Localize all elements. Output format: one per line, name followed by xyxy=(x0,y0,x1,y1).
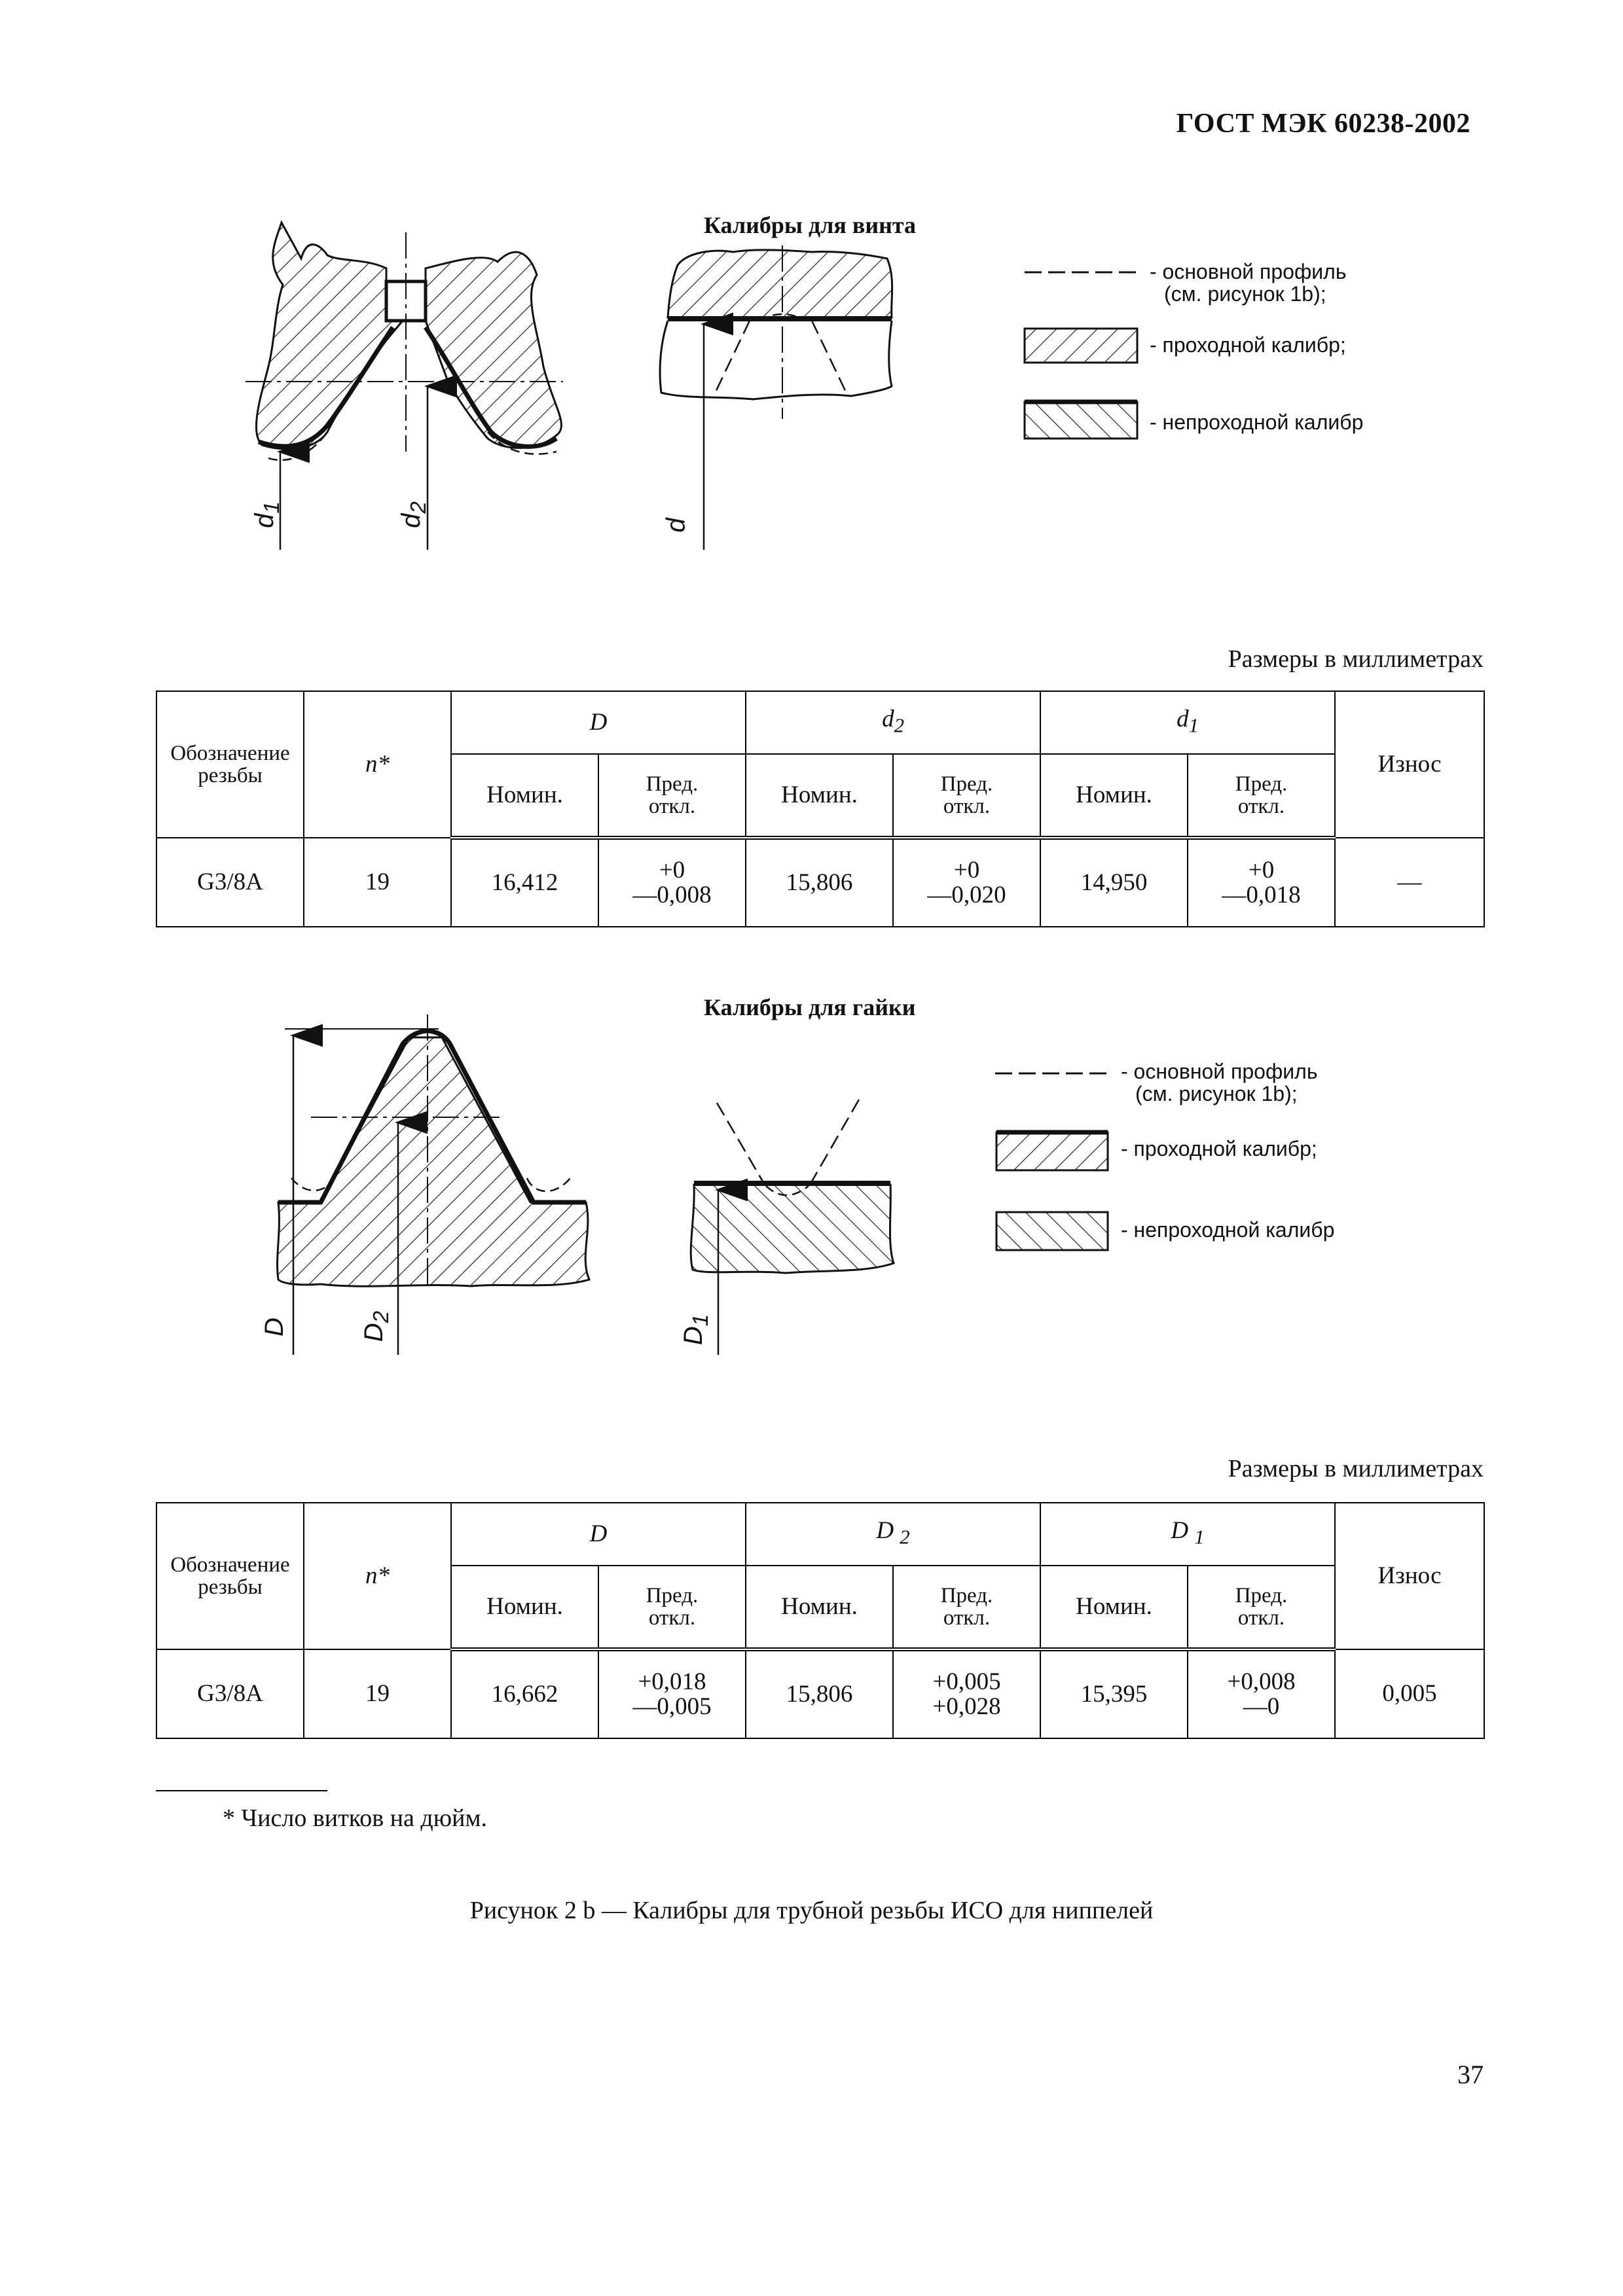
cell-D2-nominal: 15,806 xyxy=(746,1649,893,1738)
screw-gauge-section-middle xyxy=(660,245,892,550)
col-nominal: Номин. xyxy=(451,1566,598,1649)
nut-gauge-table xyxy=(156,1502,1485,1739)
footnote: * Число витков на дюйм. xyxy=(223,1804,488,1832)
cell-n: 19 xyxy=(304,1649,451,1738)
screw-gauge-section-left xyxy=(246,223,563,550)
screw-legend-basic-profile: - основной профиль (см. рисунок 1b); xyxy=(1150,260,1347,306)
cell-d2-nominal: 15,806 xyxy=(746,838,893,927)
col-nominal: Номин. xyxy=(1040,1566,1188,1649)
col-group-d1: $d_1$ xyxy=(1040,691,1335,754)
nut-figure-title: Калибры для гайки xyxy=(704,994,916,1020)
cell-D-nominal: 16,662 xyxy=(451,1649,598,1738)
col-group-d2: $d_2$ xyxy=(746,691,1040,754)
col-nominal: Номин. xyxy=(451,754,598,838)
cell-n: 19 xyxy=(304,838,451,927)
col-deviation: Пред. откл. xyxy=(1188,1566,1335,1649)
standard-header: ГОСТ МЭК 60238-2002 xyxy=(1176,109,1470,139)
go-gauge-hatch-icon xyxy=(1025,329,1137,363)
footnote-divider xyxy=(156,1790,327,1791)
screw-legend-go: - проходной калибр; xyxy=(1150,333,1346,357)
nut-legend-basic-profile: - основной профиль (см. рисунок 1b); xyxy=(1121,1060,1318,1105)
col-n: n* xyxy=(304,691,451,838)
label-D1: $D_1$ xyxy=(679,1314,714,1346)
label-D2: $D_2$ xyxy=(359,1310,394,1342)
cell-d1-nominal: 14,950 xyxy=(1040,838,1188,927)
cell-designation: G3/8A xyxy=(156,1649,304,1738)
col-nominal: Номин. xyxy=(746,754,893,838)
col-group-D1: D $_1$ xyxy=(1040,1503,1335,1566)
nut-legend-go: - проходной калибр; xyxy=(1121,1137,1317,1160)
col-designation: Обозначение резьбы xyxy=(156,691,304,838)
cell-d1-deviation: +0 —0,018 xyxy=(1188,838,1335,927)
col-wear: Износ xyxy=(1335,691,1484,838)
col-deviation: Пред. откл. xyxy=(893,754,1040,838)
cell-wear: — xyxy=(1335,838,1484,927)
cell-D2-deviation: +0,005 +0,028 xyxy=(893,1649,1040,1738)
nut-gauge-section-left xyxy=(278,1014,589,1355)
cell-designation: G3/8A xyxy=(156,838,304,927)
nut-gauge-section-middle xyxy=(691,1100,894,1355)
col-group-D: D xyxy=(451,691,746,754)
screw-units-note: Размеры в миллиметрах xyxy=(1228,645,1484,673)
col-nominal: Номин. xyxy=(746,1566,893,1649)
label-D: D xyxy=(259,1318,289,1336)
go-gauge-hatch-icon xyxy=(996,1132,1108,1170)
cell-d2-deviation: +0 —0,020 xyxy=(893,838,1040,927)
nogo-gauge-hatch-icon xyxy=(996,1212,1108,1250)
nut-legend-nogo: - непроходной калибр xyxy=(1121,1218,1335,1242)
col-nominal: Номин. xyxy=(1040,754,1188,838)
col-designation: Обозначение резьбы xyxy=(156,1503,304,1649)
col-deviation: Пред. откл. xyxy=(1188,754,1335,838)
screw-gauge-table xyxy=(156,691,1485,927)
col-group-D: D xyxy=(451,1503,746,1566)
table-row xyxy=(156,838,1484,927)
screw-legend-symbols xyxy=(1025,272,1137,439)
screw-figure-title: Калибры для винта xyxy=(704,212,916,238)
label-d1: $d_1$ xyxy=(249,501,284,528)
cell-D-deviation: +0 —0,008 xyxy=(598,838,746,927)
nogo-gauge-hatch-icon xyxy=(1025,402,1137,439)
cell-wear: 0,005 xyxy=(1335,1649,1484,1738)
col-deviation: Пред. откл. xyxy=(893,1566,1040,1649)
screw-legend-nogo: - непроходной калибр xyxy=(1150,410,1364,434)
col-deviation: Пред. откл. xyxy=(598,1566,746,1649)
cell-D1-deviation: +0,008 —0 xyxy=(1188,1649,1335,1738)
label-d2: $d_2$ xyxy=(396,501,431,528)
figure-caption: Рисунок 2 b — Калибры для трубной резьбы ИСО для ниппелей xyxy=(469,1897,1154,1924)
cell-D-nominal: 16,412 xyxy=(451,838,598,927)
nut-gauge-drawing xyxy=(0,982,1623,1407)
col-group-D2: D $_2$ xyxy=(746,1503,1040,1566)
nut-units-note: Размеры в миллиметрах xyxy=(1228,1455,1484,1482)
col-wear: Износ xyxy=(1335,1503,1484,1649)
nut-legend-symbols xyxy=(995,1073,1108,1250)
page-number: 37 xyxy=(1457,2060,1484,2089)
col-n: n* xyxy=(304,1503,451,1649)
cell-D-deviation: +0,018 —0,005 xyxy=(598,1649,746,1738)
col-deviation: Пред. откл. xyxy=(598,754,746,838)
table-row xyxy=(156,1649,1484,1738)
cell-D1-nominal: 15,395 xyxy=(1040,1649,1188,1738)
screw-gauge-drawing xyxy=(0,0,1623,622)
label-d: d xyxy=(661,518,691,533)
